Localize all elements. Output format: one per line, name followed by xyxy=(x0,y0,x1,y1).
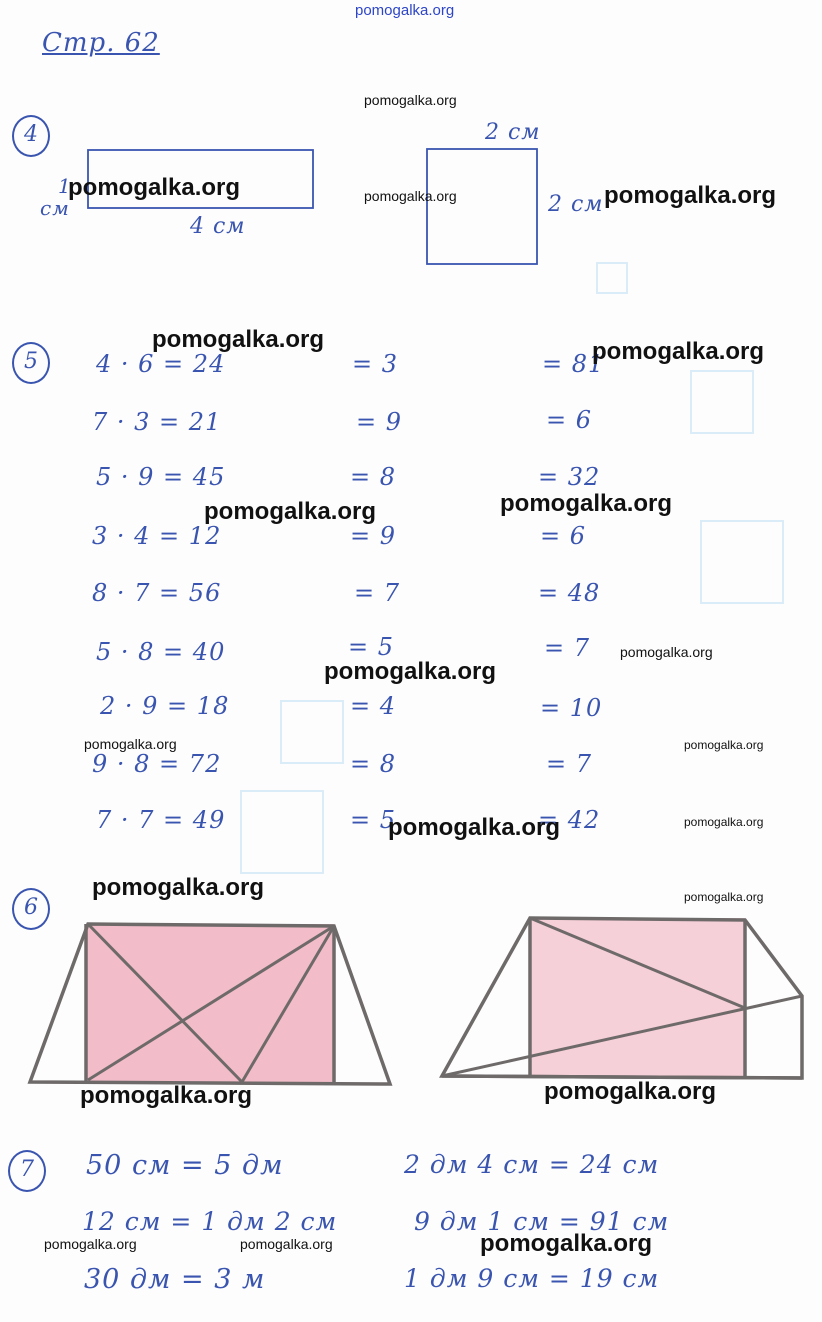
task5-col2-row1: = 3 xyxy=(352,350,399,378)
watermark: pomogalka.org xyxy=(324,658,497,685)
watermark: pomogalka.org xyxy=(684,738,764,752)
task6-number: 6 xyxy=(12,888,50,930)
task5-col3-row3: = 32 xyxy=(538,463,601,491)
background-grid-square xyxy=(700,520,784,604)
task5-col3-row1: = 81 xyxy=(542,350,605,378)
task7-left-row2: 12 см = 1 дм 2 см xyxy=(82,1207,338,1236)
watermark: pomogalka.org xyxy=(684,815,764,829)
watermark: pomogalka.org xyxy=(544,1078,717,1105)
background-grid-square xyxy=(280,700,344,764)
task4-figures xyxy=(0,0,822,300)
task5-col2-row2: = 9 xyxy=(356,408,403,436)
site-header[interactable]: pomogalka.org xyxy=(355,2,455,19)
watermark: pomogalka.org xyxy=(388,814,561,841)
watermark: pomogalka.org xyxy=(364,188,457,204)
task5-col3-row7: = 10 xyxy=(540,694,603,722)
watermark: pomogalka.org xyxy=(152,326,325,353)
task5-col2-row4: = 9 xyxy=(350,522,397,550)
task5-number: 5 xyxy=(12,342,50,384)
watermark: pomogalka.org xyxy=(500,490,673,517)
background-grid-square xyxy=(240,790,324,874)
task5-col3-row8: = 7 xyxy=(546,750,593,778)
watermark: pomogalka.org xyxy=(620,644,713,660)
background-grid-square xyxy=(690,370,754,434)
task7-left-row1: 50 см = 5 дм xyxy=(86,1150,284,1181)
task5-col1-row4: 3 · 4 = 12 xyxy=(92,522,222,550)
watermark: pomogalka.org xyxy=(68,174,241,201)
page-label: Стр. 62 xyxy=(42,28,160,58)
task7-right-row2: 9 дм 1 см = 91 см xyxy=(414,1207,670,1236)
watermark: pomogalka.org xyxy=(204,498,377,525)
rect-height-unit: см xyxy=(40,196,70,220)
task5-col3-row6: = 7 xyxy=(544,634,591,662)
task7-left-row3: 30 дм = 3 м xyxy=(84,1264,266,1295)
right-shaded-rectangle xyxy=(530,918,745,1078)
rect-height-num: 1 xyxy=(58,174,72,198)
task5-col3-row5: = 48 xyxy=(538,579,601,607)
task7-number: 7 xyxy=(8,1150,46,1192)
watermark: pomogalka.org xyxy=(592,338,765,365)
task4-number: 4 xyxy=(12,115,50,157)
task6-figures xyxy=(0,900,822,1160)
task5-col1-row3: 5 · 9 = 45 xyxy=(96,463,226,491)
task5-col1-row5: 8 · 7 = 56 xyxy=(92,579,222,607)
watermark: pomogalka.org xyxy=(80,1082,253,1109)
task5-col2-row6: = 5 xyxy=(348,633,395,661)
task7-right-row1: 2 дм 4 см = 24 см xyxy=(404,1150,660,1179)
rect-width-label: 4 см xyxy=(190,214,246,239)
task5-col3-row4: = 6 xyxy=(540,522,587,550)
task5-col1-row6: 5 · 8 = 40 xyxy=(96,638,226,666)
task5-col2-row5: = 7 xyxy=(354,579,401,607)
task7-right-row3: 1 дм 9 см = 19 см xyxy=(404,1264,660,1293)
watermark: pomogalka.org xyxy=(364,92,457,108)
task5-col3-row2: = 6 xyxy=(546,406,593,434)
watermark: pomogalka.org xyxy=(84,736,177,752)
watermark: pomogalka.org xyxy=(240,1236,333,1252)
square-side-label: 2 см xyxy=(548,192,604,217)
watermark: pomogalka.org xyxy=(480,1230,653,1257)
task5-col1-row7: 2 · 9 = 18 xyxy=(100,692,230,720)
watermark: pomogalka.org xyxy=(604,182,777,209)
task5-col2-row3: = 8 xyxy=(350,463,397,491)
task5-col1-row2: 7 · 3 = 21 xyxy=(92,408,222,436)
task5-col1-row1: 4 · 6 = 24 xyxy=(96,350,226,378)
task5-col2-row8: = 8 xyxy=(350,750,397,778)
task5-col1-row8: 9 · 8 = 72 xyxy=(92,750,222,778)
watermark: pomogalka.org xyxy=(92,874,265,901)
task5-col1-row9: 7 · 7 = 49 xyxy=(96,806,226,834)
task5-col2-row7: = 4 xyxy=(350,692,397,720)
task5-col3-row9: = 42 xyxy=(538,806,601,834)
watermark: pomogalka.org xyxy=(684,890,764,904)
task5-col2-row9: = 5 xyxy=(350,806,397,834)
square-2x2 xyxy=(427,149,537,264)
watermark: pomogalka.org xyxy=(44,1236,137,1252)
square-top-label: 2 см xyxy=(485,120,541,145)
